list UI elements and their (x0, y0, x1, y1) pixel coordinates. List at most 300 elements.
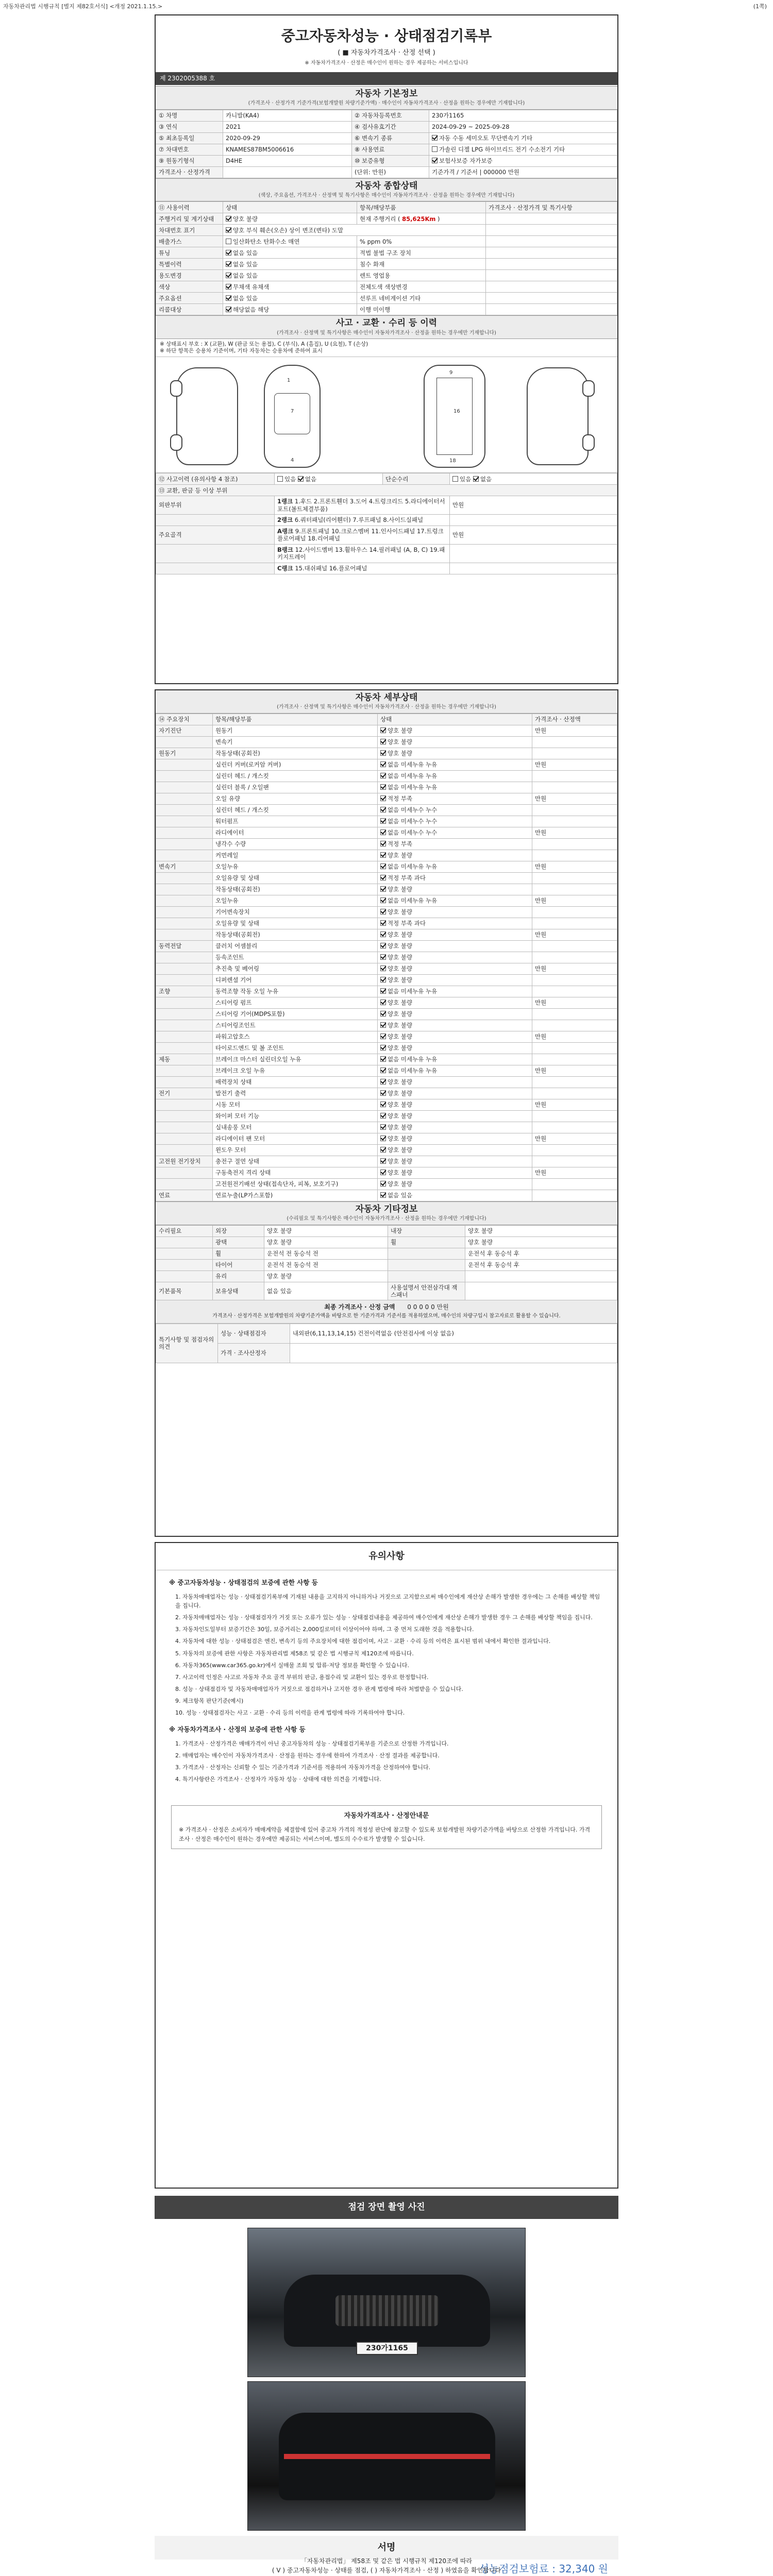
value-year: 2021 (223, 121, 352, 132)
checkbox-icon[interactable] (226, 261, 231, 267)
status-options: 양호 불량 (388, 727, 413, 735)
device-item: 연료누출(LP가스포함) (213, 1190, 378, 1201)
device-item: 오일누유 (213, 861, 378, 872)
checkbox-icon[interactable] (380, 795, 386, 801)
panel-rank: 1랭크 (277, 498, 293, 505)
table-row (156, 1076, 617, 1088)
device-group (156, 895, 213, 906)
device-item: 등속조인트 (213, 952, 378, 963)
checkbox-icon[interactable] (380, 875, 386, 880)
other-info-cell: 운전석 후 동승석 후 (465, 1248, 617, 1259)
panel-price (450, 563, 617, 574)
device-status (378, 816, 532, 827)
overall-status-title: 자동차 종합상태 (355, 180, 418, 191)
label-inspection-period: ④ 검사유효기간 (352, 121, 429, 132)
overall-status-table (156, 201, 617, 315)
status-options: 없음 미세누유 누유 (388, 761, 438, 769)
panel-items (275, 515, 450, 526)
table-row (156, 804, 617, 816)
other-info-cell: 수리필요 (156, 1225, 213, 1236)
table-row (156, 281, 617, 293)
status-options: 없음 미세누유 누유 (388, 784, 438, 791)
device-item: 타이로드엔드 및 볼 조인트 (213, 1042, 378, 1054)
checkbox-icon[interactable] (380, 739, 386, 744)
table-row (156, 1099, 617, 1110)
status-options: 양호 불량 (233, 215, 258, 223)
column-header: ⑪ 사용이력 (156, 202, 223, 213)
device-status (378, 838, 532, 850)
checkbox-icon[interactable] (380, 1192, 386, 1198)
status-options: 적정 부족 과다 (388, 874, 426, 882)
label-first-registration: ⑤ 최초등록일 (156, 132, 223, 144)
device-item: 실내송풍 모터 (213, 1122, 378, 1133)
table-row (156, 144, 617, 155)
checkbox-icon[interactable] (380, 920, 386, 926)
column-header: ⑭ 주요장치 (156, 714, 213, 725)
device-status (378, 963, 532, 974)
checkbox-icon[interactable] (380, 829, 386, 835)
checkbox-icon[interactable] (380, 841, 386, 846)
price-cell (532, 1190, 617, 1201)
accident-label: ⑫ 사고이력 (유의사항 4 참조) (156, 473, 275, 485)
caution-item: 2. 자동차매매업자는 성능 · 상태점검자가 거짓 또는 오류가 있는 성능 · 상태점검내용을 제공하여 매수인에게 재산상 손해가 발생한 경우 그 손해를 배상할 책임을 집니다. (175, 1614, 593, 1621)
price-cell (532, 974, 617, 986)
price-cell: 만원 (532, 725, 617, 736)
device-group (156, 1076, 213, 1088)
other-info-cell (156, 1248, 213, 1259)
price-cell (532, 1020, 617, 1031)
panel-price (450, 515, 617, 526)
status-options: 양호 불량 (388, 1124, 413, 1131)
value-first-registration: 2020-09-29 (223, 132, 352, 144)
basic-info-note: (가격조사 · 산정가격 기준가격(보험개발원 차량기준가액) · 매수인이 자동차가격조사 · 산정을 원하는 경우에만 기재합니다) (248, 100, 525, 106)
device-status (378, 1076, 532, 1088)
checkbox-icon[interactable] (380, 818, 386, 824)
price-cell (532, 838, 617, 850)
wheel-icon (170, 380, 182, 397)
price-cell (532, 1178, 617, 1190)
device-status (378, 1042, 532, 1054)
device-group (156, 1065, 213, 1076)
column-header: 상태 (223, 202, 357, 213)
device-item: 냉각수 수량 (213, 838, 378, 850)
table-row (156, 293, 617, 304)
device-group (156, 974, 213, 986)
price-cell: 만원 (532, 861, 617, 872)
status-options: 양호 불량 (388, 1146, 413, 1154)
device-group (156, 1178, 213, 1190)
checkbox-icon[interactable] (298, 476, 304, 482)
table-header-row (156, 714, 617, 725)
other-info-note: (수리필요 및 특기사항은 매수인이 자동차가격조사 · 산정을 원하는 경우에만 기재합니다) (287, 1216, 486, 1222)
row-label: 배출가스 (156, 236, 223, 247)
other-info-cell (465, 1282, 617, 1300)
status-options: 없음 있음 (233, 272, 258, 279)
status-options: 없음 있음 (233, 294, 258, 302)
checkbox-icon[interactable] (432, 135, 438, 141)
detail-status-title: 자동차 세부상태 (355, 692, 418, 703)
device-status (378, 974, 532, 986)
checkbox-icon[interactable] (380, 988, 386, 994)
table-row (156, 259, 617, 270)
checkbox-icon[interactable] (380, 1067, 386, 1073)
device-status (378, 986, 532, 997)
caution-heading-2: ※ 자동차가격조사 · 산정의 보증에 관한 사항 등 (169, 1725, 306, 1733)
panel-price (450, 544, 617, 563)
status-options: 양호 불량 (388, 942, 413, 950)
row-label: 튜닝 (156, 247, 223, 259)
price-cell (486, 281, 617, 293)
price-cell (532, 1076, 617, 1088)
checkbox-icon[interactable] (380, 1045, 386, 1050)
signature-title: 서명 (155, 2536, 618, 2560)
other-info-cell: 운전석 전 동승석 전 (264, 1248, 388, 1259)
device-item: 구동축전지 격리 상태 (213, 1167, 378, 1178)
caution-section (156, 1543, 617, 1796)
panel-group (156, 515, 275, 526)
status-options: 없음 있음 (233, 249, 258, 257)
checkbox-icon[interactable] (380, 1181, 386, 1187)
price-cell (532, 850, 617, 861)
car-outline-left (176, 367, 238, 465)
value-transmission (429, 132, 617, 144)
checkbox-icon[interactable] (432, 146, 438, 152)
checkbox-icon[interactable] (380, 1079, 386, 1084)
price-cell (532, 736, 617, 748)
car-outline-right (527, 367, 589, 465)
device-status (378, 1031, 532, 1042)
other-info-cell: 광택 (213, 1236, 264, 1248)
value-vin: KNAMES87BM5006616 (223, 144, 352, 155)
other-info-cell: 휠 (388, 1236, 465, 1248)
price-cell (532, 770, 617, 782)
checkbox-icon[interactable] (380, 977, 386, 982)
device-status (378, 940, 532, 952)
panel-number: 7 (291, 409, 294, 415)
row-detail: 침수 화재 (357, 259, 486, 270)
device-item: 고전원전기배선 상태(접속단자, 피복, 보호기구) (213, 1178, 378, 1190)
device-item: 커먼레일 (213, 850, 378, 861)
device-group: 동력전달 (156, 940, 213, 952)
price-cell: 만원 (532, 1031, 617, 1042)
price-cell (532, 872, 617, 884)
insurance-fee-value: 32,340 원 (559, 2563, 608, 2575)
checkbox-icon[interactable] (380, 750, 386, 756)
checkbox-icon[interactable] (380, 863, 386, 869)
table-row (156, 748, 617, 759)
panel-rank: 2랭크 (277, 516, 293, 524)
checkbox-icon[interactable] (380, 1113, 386, 1118)
checkbox-icon[interactable] (380, 784, 386, 790)
checkbox-icon[interactable] (380, 773, 386, 778)
checkbox-icon[interactable] (380, 1147, 386, 1153)
row-detail: 전체도색 색상변경 (357, 281, 486, 293)
other-info-cell: 양호 불량 (465, 1225, 617, 1236)
caution-item: 7. 사고이력 인정은 사고로 자동차 주요 골격 부위의 판금, 용접수리 및 교환이 있는 경우로 한정합니다. (175, 1673, 429, 1681)
table-row (156, 759, 617, 770)
row-status (223, 304, 357, 315)
table-row (156, 496, 617, 515)
status-options: 해당없음 해당 (233, 306, 270, 313)
checkbox-icon[interactable] (452, 476, 458, 482)
table-row (156, 793, 617, 804)
checkbox-icon[interactable] (380, 1101, 386, 1107)
other-info-cell: 양호 불량 (264, 1270, 388, 1282)
device-item: 원동기 (213, 725, 378, 736)
device-group: 변속기 (156, 861, 213, 872)
panel-number: 9 (449, 370, 453, 376)
status-options: 양호 불량 (388, 1158, 413, 1165)
confirmation-1: 「자동차관리법」 제58조 및 같은 법 시행규칙 제120조에 따라 (300, 2557, 473, 2565)
caution-item: 9. 체크항목 판단기준(예시) (175, 1697, 244, 1704)
price-cell (532, 816, 617, 827)
device-status (378, 1178, 532, 1190)
caution-item: 3. 가격조사 · 산정자는 신뢰할 수 있는 기준가격과 기준서를 적용하여 자동차가격을 산정하여야 합니다. (175, 1764, 431, 1771)
final-price-label: 최종 가격조사 · 산정 금액 (324, 1303, 395, 1311)
device-group (156, 952, 213, 963)
table-row (156, 1065, 617, 1076)
document-note: ※ 자동차가격조사 · 산정은 매수인이 원하는 경우 제공하는 서비스입니다 (305, 60, 468, 66)
table-row (156, 1343, 617, 1363)
checkbox-icon[interactable] (380, 909, 386, 914)
checkbox-icon[interactable] (473, 476, 479, 482)
other-info-cell: 타이어 (213, 1259, 264, 1270)
device-group: 전기 (156, 1088, 213, 1099)
device-group: 연료 (156, 1190, 213, 1201)
row-status (223, 236, 357, 247)
checkbox-icon[interactable] (380, 897, 386, 903)
device-status (378, 929, 532, 940)
checkbox-icon[interactable] (226, 250, 231, 256)
panel-title: ⑬ 교환, 판금 등 이상 부위 (156, 485, 617, 496)
detail-status-note: (가격조사 · 산정액 및 특기사항은 매수인이 자동차가격조사 · 산정을 원하는 경우에만 기재합니다) (277, 704, 496, 710)
checkbox-icon[interactable] (380, 1090, 386, 1096)
checkbox-icon[interactable] (380, 1056, 386, 1062)
checkbox-icon[interactable] (226, 239, 231, 244)
price-cell (532, 1156, 617, 1167)
checkbox-icon[interactable] (226, 284, 231, 290)
checkbox-icon[interactable] (226, 273, 231, 278)
device-item: 실린더 헤드 / 개스킷 (213, 804, 378, 816)
panel-items (275, 496, 450, 515)
price-cell (532, 940, 617, 952)
device-group (156, 770, 213, 782)
checkbox-icon[interactable] (380, 1011, 386, 1016)
table-row (156, 1259, 617, 1270)
status-options: 없음 미세누수 누수 (388, 806, 438, 814)
device-group (156, 1144, 213, 1156)
checkbox-icon[interactable] (380, 999, 386, 1005)
row-detail: % ppm 0% (357, 236, 486, 247)
document-title: 중고자동차성능 · 상태점검기록부 (281, 27, 492, 44)
other-info-cell: 양호 불량 (465, 1236, 617, 1248)
other-info-cell: 운전석 후 동승석 후 (465, 1259, 617, 1270)
table-row (156, 485, 617, 496)
table-row (156, 166, 617, 178)
price-cell (486, 213, 617, 225)
row-status (223, 213, 357, 225)
column-header: 상태 (378, 714, 532, 725)
device-item: 클러치 어셈블리 (213, 940, 378, 952)
price-cell (532, 1088, 617, 1099)
panel-group (156, 544, 275, 563)
table-row (156, 270, 617, 281)
device-item: 오일유량 및 상태 (213, 872, 378, 884)
caution-list-2 (169, 1739, 604, 1784)
device-group (156, 1099, 213, 1110)
checkbox-icon[interactable] (380, 943, 386, 948)
table-row (156, 304, 617, 315)
price-cell (486, 270, 617, 281)
device-group (156, 850, 213, 861)
device-status (378, 1020, 532, 1031)
device-status (378, 1054, 532, 1065)
value-price (223, 166, 352, 178)
device-status (378, 872, 532, 884)
row-label: 리콜대상 (156, 304, 223, 315)
panel-list: 6.쿼터패널(리어휀더) 7.루프패널 8.사이드실패널 (294, 516, 424, 524)
device-status (378, 1144, 532, 1156)
label-plate: ② 자동차등록번호 (352, 110, 429, 121)
panel-price: 만원 (450, 526, 617, 545)
checkbox-icon[interactable] (226, 216, 231, 222)
simple-repair-label: 단순수리 (383, 473, 450, 485)
table-row (156, 1248, 617, 1259)
other-info-cell (156, 1236, 213, 1248)
other-info-cell: 내장 (388, 1225, 465, 1236)
status-options: 양호 불량 (388, 738, 413, 746)
price-cell (532, 1008, 617, 1020)
table-row (156, 515, 617, 526)
checkbox-icon[interactable] (380, 1136, 386, 1141)
device-item: 작동상태(공회전) (213, 748, 378, 759)
table-row (156, 827, 617, 838)
checkbox-icon[interactable] (380, 1022, 386, 1028)
page-4 (155, 2196, 618, 2576)
fuel-options: 가솔린 디젤 LPG 하이브리드 전기 수소전기 기타 (439, 145, 565, 153)
price-cell: 만원 (532, 1167, 617, 1178)
status-options: 적정 부족 (388, 795, 413, 803)
page-indicator: (1쪽) (753, 3, 767, 10)
record-number: 제 2302005388 호 (156, 72, 617, 85)
other-info-cell (388, 1259, 465, 1270)
price-cell (532, 1054, 617, 1065)
status-options: 양호 불량 (388, 1135, 413, 1143)
table-row (156, 1178, 617, 1190)
checkbox-icon[interactable] (226, 227, 231, 233)
checkbox-icon[interactable] (380, 965, 386, 971)
checkbox-icon[interactable] (380, 886, 386, 892)
status-options: 없음 있음 (233, 260, 258, 268)
value-fuel (429, 144, 617, 155)
table-row (156, 132, 617, 144)
final-price-value: 0 0 0 0 0 만원 (407, 1303, 449, 1311)
panel-list: 12.사이드멤버 13.휠하우스 14.필러패널 (A, B, C) 19.패키지트레이 (277, 546, 445, 561)
checkbox-icon[interactable] (380, 852, 386, 858)
caution-item: 1. 자동차매매업자는 성능 · 상태점검기록부에 기재된 내용을 고지하지 아니하거나 거짓으로 고지함으로써 매수인에게 재산상 손해가 발생한 경우에는 그 손해를 배상할 책임을 집니다. (175, 1594, 600, 1609)
device-item: 시동 모터 (213, 1099, 378, 1110)
device-item: 실린더 헤드 / 개스킷 (213, 770, 378, 782)
accident-table (156, 473, 617, 574)
device-item: 스티어링조인트 (213, 1020, 378, 1031)
other-info-cell: 없음 있음 (264, 1282, 388, 1300)
checkbox-icon[interactable] (380, 727, 386, 733)
checkbox-icon[interactable] (226, 295, 231, 301)
checkbox-icon[interactable] (432, 158, 438, 163)
checkbox-icon[interactable] (380, 807, 386, 812)
label-car-name: ① 차명 (156, 110, 223, 121)
wheel-icon (582, 434, 595, 451)
table-row (156, 563, 617, 574)
device-status (378, 827, 532, 838)
value-engine-type: D4HE (223, 155, 352, 166)
checkbox-icon[interactable] (277, 476, 283, 482)
device-status (378, 1190, 532, 1201)
appraiser-label: 가격 · 조사산정자 (218, 1343, 290, 1363)
legend-block (156, 339, 617, 357)
table-row (156, 1042, 617, 1054)
status-options: 적정 부족 과다 (388, 920, 426, 927)
checkbox-icon[interactable] (380, 1170, 386, 1175)
checkbox-icon[interactable] (380, 931, 386, 937)
device-group (156, 1133, 213, 1144)
device-group (156, 1122, 213, 1133)
table-row (156, 1144, 617, 1156)
label-warranty: ⑩ 보증유형 (352, 155, 429, 166)
status-options: 양호 불량 (388, 1044, 413, 1052)
checkbox-icon[interactable] (226, 307, 231, 312)
table-row (156, 906, 617, 918)
panel-items (275, 563, 450, 574)
table-row (156, 929, 617, 940)
caution-item: 4. 특기사항란은 가격조사 · 산정자가 자동차 성능 · 상태에 대한 의견을 기재합니다. (175, 1776, 381, 1783)
status-options: 양호 불량 (388, 954, 413, 961)
other-info-cell: 사용설명서 안전삼각대 잭 스패너 (388, 1282, 465, 1300)
table-row (156, 1324, 617, 1343)
row-label: 용도변경 (156, 270, 223, 281)
accident-history-note: (가격조사 · 산정액 및 특기사항은 매수인이 자동차가격조사 · 산정을 원하는 경우에만 기재합니다) (277, 330, 496, 336)
price-cell (486, 247, 617, 259)
device-item: 변속기 (213, 736, 378, 748)
tail-light-shape (284, 2454, 490, 2459)
remarks-label: 특기사항 및 점검자의 의견 (156, 1324, 218, 1363)
device-status (378, 1110, 532, 1122)
checkbox-icon[interactable] (380, 954, 386, 960)
device-item: 윈도우 모터 (213, 1144, 378, 1156)
checkbox-icon[interactable] (380, 1033, 386, 1039)
status-options: 양호 불량 (388, 852, 413, 859)
inspector-remarks: 내외판(6,11,13,14,15) 건전이력없음 (안전검사에 이상 없음) (290, 1324, 617, 1343)
device-group: 제동 (156, 1054, 213, 1065)
table-row (156, 1020, 617, 1031)
checkbox-icon[interactable] (380, 1124, 386, 1130)
price-cell: 만원 (532, 759, 617, 770)
device-item: 작동상태(공회전) (213, 929, 378, 940)
caution-item: 4. 자동차에 대한 성능 · 상태점검은 엔진, 변속기 등의 주요장치에 대한 점검이며, 사고 · 교환 · 수리 등의 이력은 표시된 범위 내에서 확인한 결과입니다. (175, 1638, 551, 1645)
device-status (378, 895, 532, 906)
device-status (378, 1065, 532, 1076)
checkbox-icon[interactable] (380, 1158, 386, 1164)
checkbox-icon[interactable] (380, 761, 386, 767)
table-row (156, 838, 617, 850)
device-status (378, 782, 532, 793)
device-group (156, 1167, 213, 1178)
other-info-cell: 운전석 전 동승석 전 (264, 1259, 388, 1270)
price-cell (532, 986, 617, 997)
panel-list: 9.프론트패널 10.크로스멤버 11.인사이드패널 17.트렁크플로어패널 18.리어패널 (277, 528, 444, 543)
wheel-icon (170, 434, 182, 451)
device-group (156, 827, 213, 838)
